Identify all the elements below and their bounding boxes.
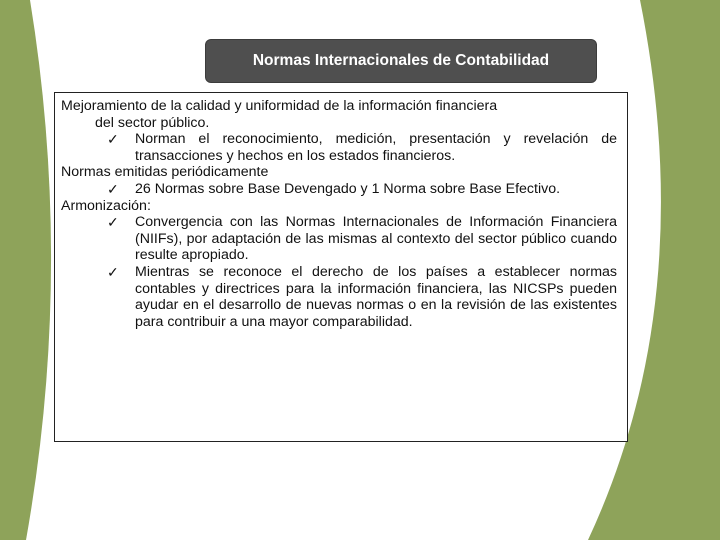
checkmark-icon: ✓ — [107, 131, 119, 148]
section-heading-normas — [61, 164, 617, 181]
checkmark-icon: ✓ — [107, 214, 119, 231]
list-item — [61, 131, 617, 164]
list-item-text: 26 Normas sobre Base Devengado y 1 Norma sobre Base Efectivo. — [135, 180, 561, 197]
section-heading-line: Mejoramiento de la calidad y uniformidad de la información financiera — [61, 98, 498, 114]
list-item-text: Convergencia con las Normas Internacionales de Información Financiera (NIIFs), por adaptación de las mismas al contexto del sector público cuando resulte apropiado. — [135, 214, 617, 264]
section-heading-armonizacion — [61, 198, 617, 215]
section-heading-line: Normas emitidas periódicamente — [61, 164, 269, 181]
content-box — [54, 92, 628, 442]
left-green-curve — [0, 0, 51, 540]
list-item-text: Mientras se reconoce el derecho de los países a establecer normas contables y directrices para la información financiera, las NICSPs pueden ayudar en el desarrollo de nuevas normas o en la revisión de las existentes para contribuir a una mayor comparabilidad. — [135, 263, 617, 330]
list-item — [61, 181, 617, 198]
list-item — [61, 264, 617, 330]
checkmark-icon: ✓ — [107, 263, 119, 280]
section-heading-line: Armonización: — [61, 197, 151, 214]
list-item-text: Norman el reconocimiento, medición, presentación y revelación de transacciones y hechos en los estados financieros. — [135, 131, 617, 164]
section-heading-line: del sector público. — [95, 114, 210, 131]
section-heading-calidad — [61, 98, 617, 131]
checkmark-icon: ✓ — [107, 180, 119, 197]
slide-title: Normas Internacionales de Contabilidad — [206, 40, 596, 82]
list-item — [61, 214, 617, 264]
